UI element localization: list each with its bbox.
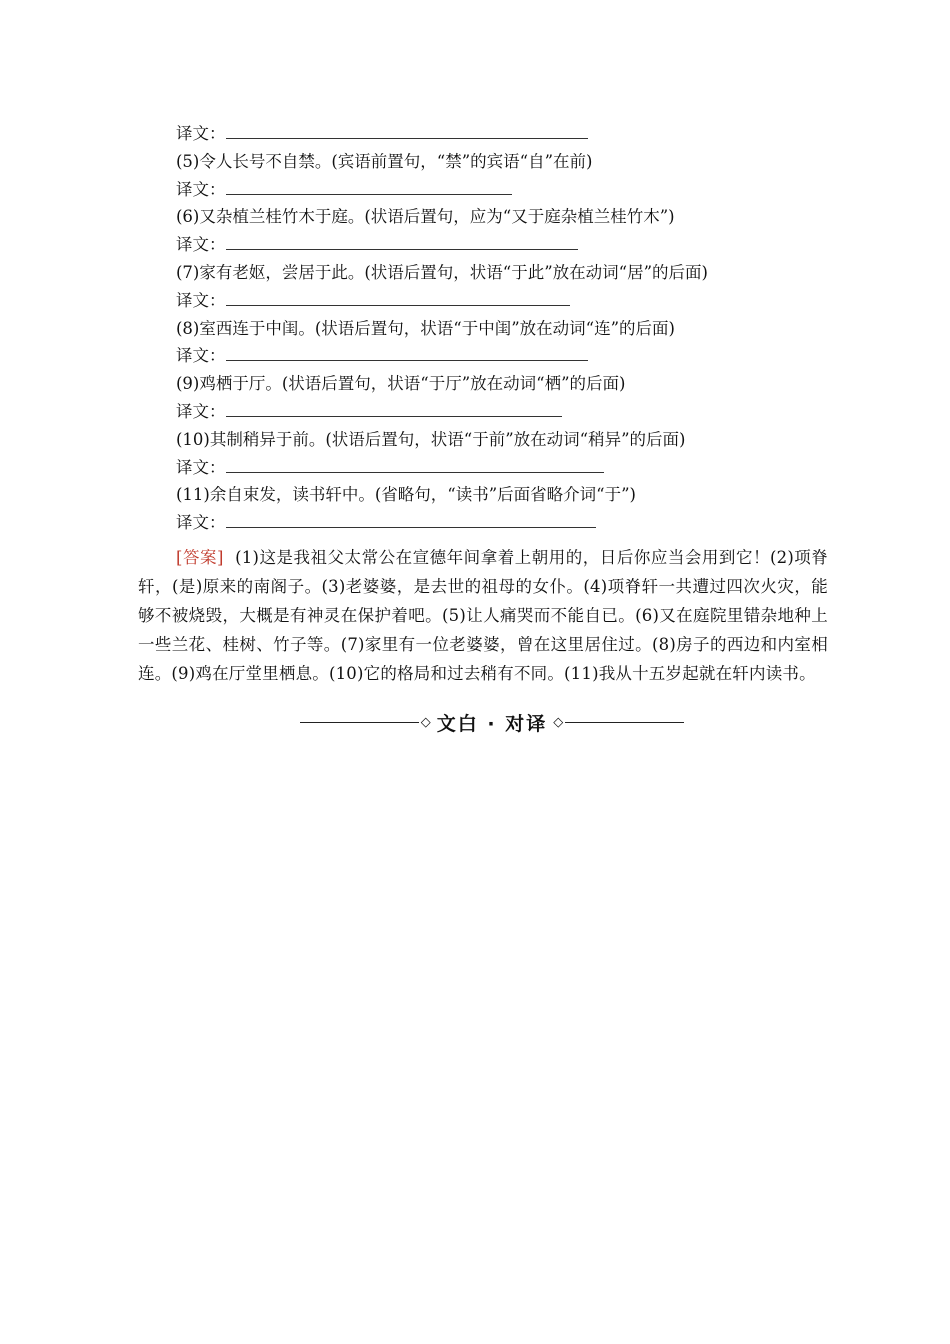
translation-label: 译文：	[176, 179, 226, 199]
translation-label: 译文：	[176, 290, 226, 310]
exercise-sentence: (11)余自束发，读书轩中。(省略句，“读书”后面省略介词“于”)	[176, 485, 636, 505]
exercise-sentence: (5)令人长号不自禁。(宾语前置句，“禁”的宾语“自”在前)	[176, 151, 593, 171]
section-divider	[300, 707, 684, 737]
answer-text: (1)这是我祖父太常公在宣德年间拿着上朝用的，日后你应当会用到它！(2)项脊轩，(是)原来的南阁子。(3)老婆婆，是去世的祖母的女仆。(4)项脊轩一共遭过四次火灾，能够不被烧毁，大概是有神灵在保护着吧。(5)让人痛哭而不能自已。(6)又在庭院里错杂地种上一些兰花、桂树、竹子等。(7)家里有一位老婆婆，曾在这里居住过。(8)房子的西边和内室相连。(9)鸡在厅堂里栖息。(10)它的格局和过去稍有不同。(11)我从十五岁起就在轩内读书。	[138, 547, 828, 683]
answer-blank[interactable]	[226, 346, 588, 361]
translation-line	[138, 176, 828, 204]
translation-line	[138, 509, 828, 537]
translation-line	[138, 398, 828, 426]
section-title: 文白 · 对译	[436, 712, 548, 735]
answer-blank[interactable]	[226, 402, 562, 417]
answer-blank[interactable]	[226, 235, 578, 250]
translation-label: 译文：	[176, 124, 226, 143]
answer-paragraph	[138, 543, 828, 688]
diamond-icon: ◇	[420, 714, 431, 730]
divider-rule-left	[300, 722, 419, 723]
diamond-icon: ◇	[553, 714, 564, 730]
translation-line	[138, 454, 828, 482]
exercise-sentence: (6)又杂植兰桂竹木于庭。(状语后置句，应为“又于庭杂植兰桂竹木”)	[176, 207, 675, 227]
answer-blank[interactable]	[226, 458, 604, 473]
translation-label: 译文：	[176, 513, 226, 533]
exercise-sentence: (7)家有老妪，尝居于此。(状语后置句，状语“于此”放在动词“居”的后面)	[176, 262, 708, 282]
translation-line	[138, 120, 828, 148]
answer-tag: [答案]	[176, 547, 224, 567]
translation-label: 译文：	[176, 346, 226, 366]
divider-rule-right	[565, 722, 684, 723]
translation-label: 译文：	[176, 235, 226, 255]
translation-label: 译文：	[176, 457, 226, 477]
answer-blank[interactable]	[226, 291, 570, 306]
translation-line	[138, 287, 828, 315]
translation-line	[138, 231, 828, 259]
exercise-sentence: (10)其制稍异于前。(状语后置句，状语“于前”放在动词“稍异”的后面)	[176, 429, 686, 449]
translation-label: 译文：	[176, 401, 226, 421]
exercise-sentence: (9)鸡栖于厅。(状语后置句，状语“于厅”放在动词“栖”的后面)	[176, 374, 626, 394]
answer-blank[interactable]	[226, 513, 596, 528]
exercise-sentence: (8)室西连于中闺。(状语后置句，状语“于中闺”放在动词“连”的后面)	[176, 318, 675, 338]
answer-blank[interactable]	[226, 180, 512, 195]
translation-line	[138, 342, 828, 370]
answer-blank[interactable]	[226, 124, 588, 139]
exercise-content	[138, 120, 828, 688]
